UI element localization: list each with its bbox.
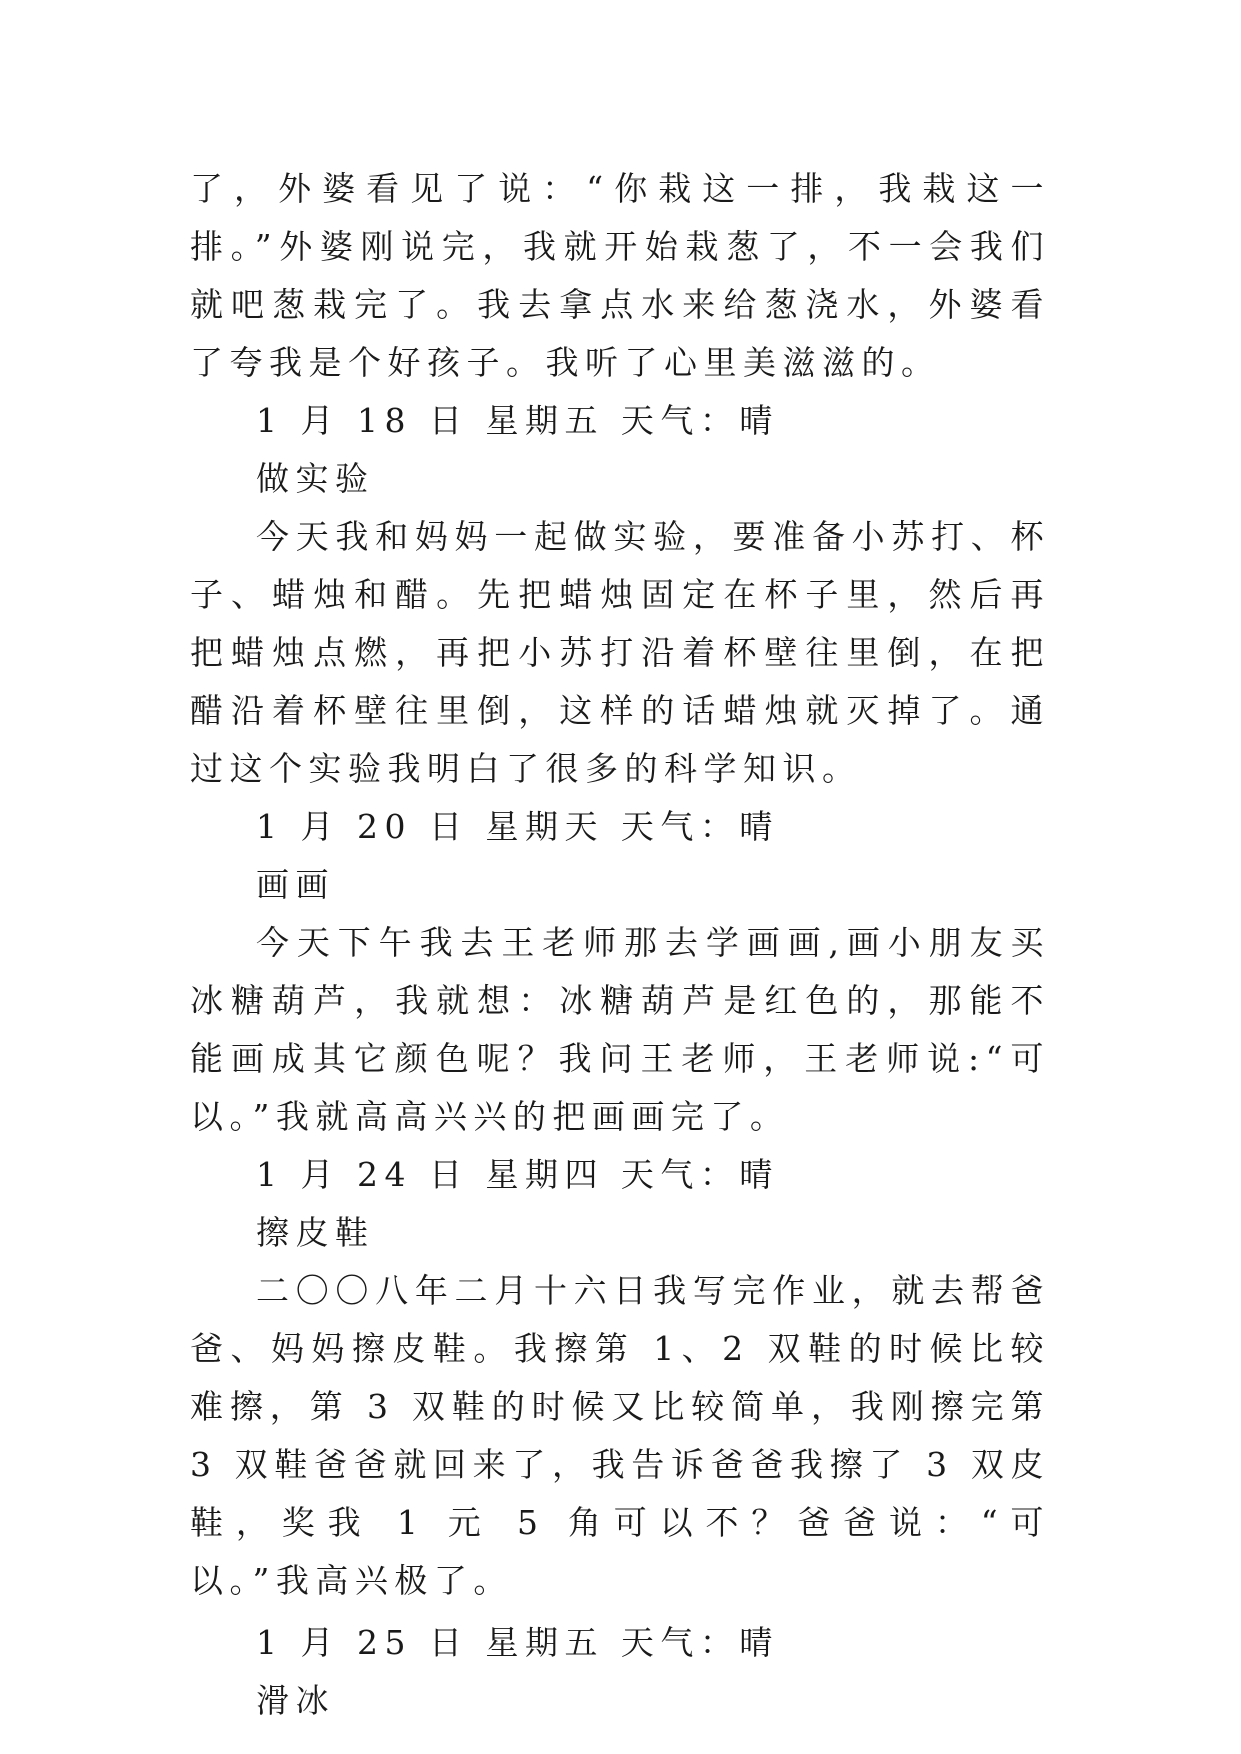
entry-date-2: 1 月 20 日 星期天 天气：晴	[256, 807, 779, 846]
entry-date-1: 1 月 18 日 星期五 天气：晴	[256, 401, 779, 440]
entry-body-2: 今天下午我去王老师那去学画画,画小朋友买冰糖葫芦，我就想：冰糖葫芦是红色的，那能不能画成其它颜色呢？我问王老师，王老师说:“可以。”我就高高兴兴的把画画完了。	[190, 923, 1050, 1136]
entry-title-4: 滑冰	[256, 1681, 335, 1720]
entry-date-3: 1 月 24 日 星期四 天气：晴	[256, 1155, 779, 1194]
entry-body-3: 二〇〇八年二月十六日我写完作业，就去帮爸爸、妈妈擦皮鞋。我擦第 1、2 双鞋的时候比较难擦，第 3 双鞋的时候又比较简单，我刚擦完第 3 双鞋爸爸就回来了，我告诉爸爸我擦了 3 双皮鞋，奖我 1 元 5 角可以不？爸爸说：“可以。”我高兴极了。	[190, 1271, 1050, 1600]
entry-title-2: 画画	[256, 865, 335, 904]
entry-date-4: 1 月 25 日 星期五 天气：晴	[256, 1623, 779, 1662]
entry-title-1: 做实验	[256, 459, 375, 498]
entry-title-3: 擦皮鞋	[256, 1213, 375, 1252]
paragraph-continued: 了，外婆看见了说：“你栽这一排，我栽这一排。”外婆刚说完，我就开始栽葱了，不一会我们就吧葱栽完了。我去拿点水来给葱浇水，外婆看了夸我是个好孩子。我听了心里美滋滋的。	[190, 169, 1050, 382]
diary-content	[190, 160, 1050, 1730]
entry-body-1: 今天我和妈妈一起做实验，要准备小苏打、杯子、蜡烛和醋。先把蜡烛固定在杯子里，然后再把蜡烛点燃，再把小苏打沿着杯壁往里倒，在把醋沿着杯壁往里倒，这样的话蜡烛就灭掉了。通过这个实验我明白了很多的科学知识。	[190, 517, 1050, 788]
